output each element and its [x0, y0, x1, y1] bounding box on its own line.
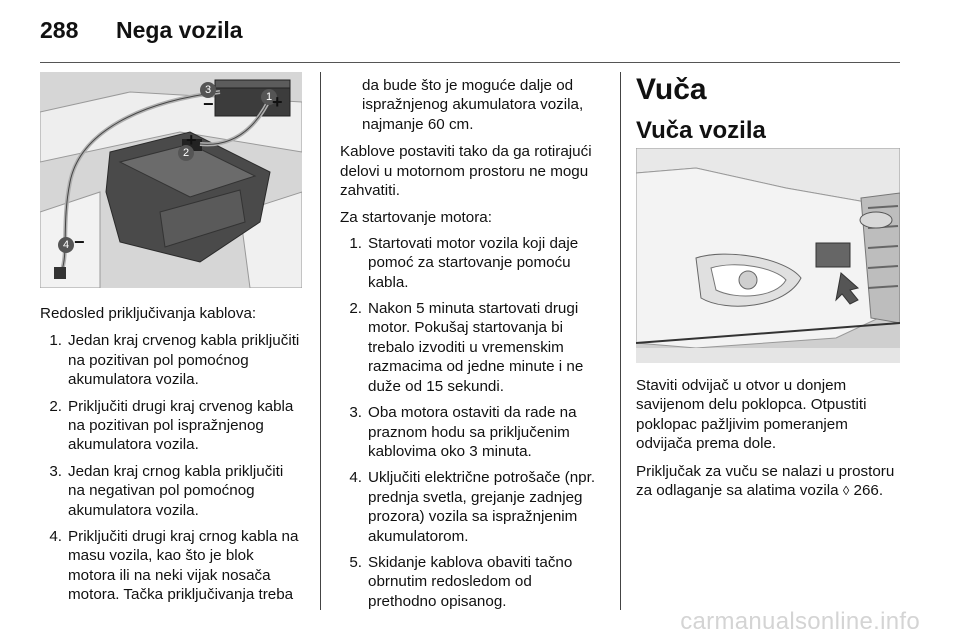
callout-4: 4: [58, 237, 74, 253]
minus-sign-ground: −: [74, 232, 85, 252]
column-divider-1: [320, 72, 321, 610]
column-2: [340, 76, 604, 618]
cable-steps-list: [40, 331, 304, 604]
list-item: 3. Oba motora ostaviti da rade na praznom hodu sa priključenim kablovima oko 3 minuta.: [349, 404, 577, 460]
page-reference-link[interactable]: 266.: [849, 482, 884, 500]
list-item: 3. Jedan kraj crnog kabla priključiti na negativan pol pomoćnog akumulatora vozila.: [49, 462, 284, 519]
column-3: [636, 72, 902, 146]
callout-1: 1: [261, 89, 277, 105]
section-heading-vuca: Vuča: [636, 73, 707, 106]
list-item: 1. Startovati motor vozila koji daje pomoć za startovanje pomoću kabla.: [349, 234, 579, 291]
subsection-heading-vuca-vozila: Vuča vozila: [636, 117, 766, 144]
towing-eye-location-paragraph: Priključak za vuču se nalazi u prostoru za odlaganje sa alatima vozila ◊ 266.: [636, 462, 895, 500]
plus-sign-engine: +: [186, 130, 197, 150]
starting-intro: Za startovanje motora:: [340, 209, 492, 227]
callout-2: 2: [178, 145, 194, 161]
list-item: 4. Priključiti drugi kraj crnog kabla na masu vozila, kao što je blok motora ili na neki vijak nosača motora. Tačka priključivanja treba: [49, 528, 299, 604]
intro-text: Redosled priključivanja kablova:: [40, 305, 257, 322]
car-front-illustration: [636, 148, 900, 363]
start-steps-list: [340, 234, 604, 611]
page-reference-icon: ◊: [842, 483, 850, 499]
column-divider-2: [620, 72, 621, 610]
towing-cover-paragraph: Staviti odvijač u otvor u donjem savijenom delu poklopca. Otpustiti poklopac pažljivim pomeranjem odvijača prema dole.: [636, 377, 867, 453]
header-rule: [40, 62, 900, 63]
cable-routing-paragraph: Kablove postaviti tako da ga rotirajući delovi u motornom prostoru ne mogu zahvatiti.: [340, 143, 592, 200]
watermark: carmanualsonline.info: [680, 608, 920, 635]
list-item: 2. Priključiti drugi kraj crvenog kabla na pozitivan pol ispražnjenog akumulatora vozila.: [49, 397, 294, 454]
list-item: 4. Uključiti električne potrošače (npr. prednja svetla, grejanje zadnjeg prozora) vozila sa ispražnjenim akumulatorom.: [349, 469, 596, 545]
list-item: 2. Nakon 5 minuta startovati drugi motor. Pokušaj startovanja bi trebalo izvoditi u vremenskim razmacima od jedne minute i ne duže od 15 sekundi.: [349, 300, 584, 395]
list-item: 1. Jedan kraj crvenog kabla priključiti na pozitivan pol pomoćnog akumulatora vozila.: [49, 332, 300, 389]
column-1: [40, 304, 304, 612]
section-title: Nega vozila: [116, 16, 243, 43]
battery-engine-illustration: [40, 72, 302, 288]
plus-sign-battery: +: [272, 92, 283, 112]
column-3-body: [636, 376, 902, 508]
battery-jumpstart-figure: [40, 72, 302, 288]
minus-sign-battery: −: [203, 94, 214, 114]
towing-eye-cover-figure: [636, 148, 900, 363]
continuation-text: da bude što je moguće dalje od ispražnjenog akumulatora vozila, najmanje 60 cm.: [362, 77, 584, 133]
page-number: 288: [40, 16, 79, 43]
page-header: [40, 12, 243, 48]
list-item: 5. Skidanje kablova obaviti tačno obrnutim redosledom od prethodno opisanog.: [349, 553, 573, 610]
callout-3: 3: [200, 82, 216, 98]
